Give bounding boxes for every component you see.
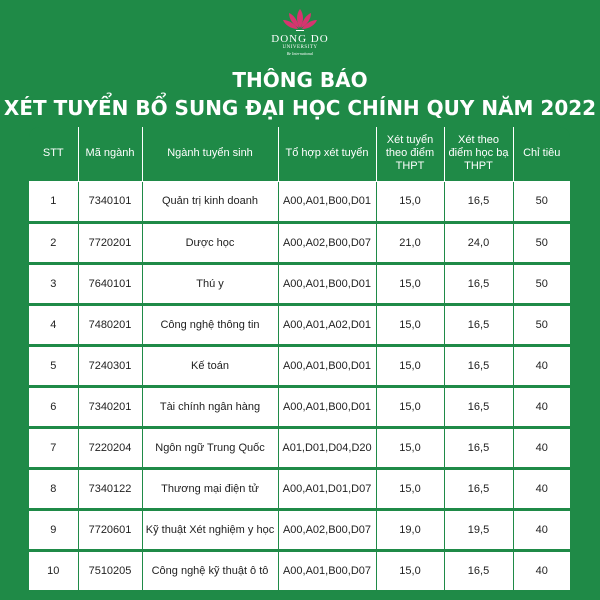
cell-transcript-score: 16,5 <box>444 263 513 304</box>
cell-code: 7340201 <box>78 386 142 427</box>
cell-major: Thú y <box>142 263 278 304</box>
cell-quota: 40 <box>513 509 570 550</box>
cell-combination: A00,A01,B00,D01 <box>278 263 376 304</box>
cell-transcript-score: 16,5 <box>444 181 513 222</box>
table-row <box>29 263 570 304</box>
cell-stt: 5 <box>29 345 78 386</box>
university-logo <box>0 8 600 56</box>
column-header-major: Ngành tuyển sinh <box>142 127 278 181</box>
cell-combination: A00,A01,D01,D07 <box>278 468 376 509</box>
cell-stt: 9 <box>29 509 78 550</box>
cell-combination: A00,A02,B00,D07 <box>278 509 376 550</box>
cell-code: 7640101 <box>78 263 142 304</box>
notice-subtitle: XÉT TUYỂN BỔ SUNG ĐẠI HỌC CHÍNH QUY NĂM 2022 <box>3 96 597 120</box>
table-row <box>29 222 570 263</box>
cell-stt: 4 <box>29 304 78 345</box>
cell-stt: 10 <box>29 550 78 591</box>
cell-quota: 50 <box>513 181 570 222</box>
cell-combination: A00,A01,B00,D01 <box>278 386 376 427</box>
cell-quota: 40 <box>513 386 570 427</box>
table-row <box>29 304 570 345</box>
lotus-icon <box>281 8 319 32</box>
cell-transcript-score: 24,0 <box>444 222 513 263</box>
cell-combination: A00,A01,B00,D01 <box>278 345 376 386</box>
cell-quota: 50 <box>513 304 570 345</box>
cell-code: 7340101 <box>78 181 142 222</box>
cell-thpt-score: 15,0 <box>376 386 444 427</box>
column-header-stt: STT <box>29 127 78 181</box>
cell-thpt-score: 15,0 <box>376 468 444 509</box>
cell-transcript-score: 16,5 <box>444 304 513 345</box>
cell-quota: 40 <box>513 468 570 509</box>
logo-subtitle: UNIVERSITY <box>282 45 318 50</box>
column-header-thpt-score: Xét tuyển theo điểm THPT <box>376 127 444 181</box>
cell-transcript-score: 16,5 <box>444 550 513 591</box>
cell-major: Quản trị kinh doanh <box>142 181 278 222</box>
admission-table <box>29 127 570 593</box>
cell-code: 7340122 <box>78 468 142 509</box>
cell-transcript-score: 16,5 <box>444 427 513 468</box>
table-row <box>29 345 570 386</box>
cell-stt: 7 <box>29 427 78 468</box>
cell-combination: A00,A01,A02,D01 <box>278 304 376 345</box>
cell-major: Công nghệ thông tin <box>142 304 278 345</box>
cell-major: Kế toán <box>142 345 278 386</box>
admission-table-container <box>29 127 570 600</box>
table-row <box>29 386 570 427</box>
cell-thpt-score: 15,0 <box>376 304 444 345</box>
cell-code: 7510205 <box>78 550 142 591</box>
cell-code: 7720201 <box>78 222 142 263</box>
cell-quota: 40 <box>513 427 570 468</box>
cell-stt: 8 <box>29 468 78 509</box>
cell-code: 7480201 <box>78 304 142 345</box>
cell-stt: 1 <box>29 181 78 222</box>
cell-major: Kỹ thuật Xét nghiệm y học <box>142 509 278 550</box>
cell-quota: 40 <box>513 345 570 386</box>
cell-transcript-score: 19,5 <box>444 509 513 550</box>
cell-transcript-score: 16,5 <box>444 468 513 509</box>
table-row <box>29 509 570 550</box>
cell-major: Tài chính ngân hàng <box>142 386 278 427</box>
cell-combination: A00,A01,B00,D01 <box>278 181 376 222</box>
cell-major: Dược học <box>142 222 278 263</box>
column-header-combination: Tổ hợp xét tuyển <box>278 127 376 181</box>
logo-name: DONG DO <box>271 33 329 45</box>
table-row <box>29 468 570 509</box>
cell-stt: 6 <box>29 386 78 427</box>
table-row <box>29 427 570 468</box>
cell-code: 7220204 <box>78 427 142 468</box>
cell-thpt-score: 21,0 <box>376 222 444 263</box>
cell-quota: 50 <box>513 222 570 263</box>
cell-major: Thương mại điện tử <box>142 468 278 509</box>
cell-stt: 2 <box>29 222 78 263</box>
column-header-code: Mã ngành <box>78 127 142 181</box>
cell-transcript-score: 16,5 <box>444 345 513 386</box>
cell-stt: 3 <box>29 263 78 304</box>
logo-tagline: Be International <box>286 51 314 56</box>
cell-major: Công nghệ kỹ thuật ô tô <box>142 550 278 591</box>
cell-quota: 40 <box>513 550 570 591</box>
cell-combination: A00,A02,B00,D07 <box>278 222 376 263</box>
table-header-row <box>29 127 570 181</box>
cell-transcript-score: 16,5 <box>444 386 513 427</box>
cell-major: Ngôn ngữ Trung Quốc <box>142 427 278 468</box>
cell-thpt-score: 15,0 <box>376 427 444 468</box>
cell-combination: A00,A01,B00,D07 <box>278 550 376 591</box>
cell-thpt-score: 15,0 <box>376 550 444 591</box>
table-row <box>29 181 570 222</box>
cell-thpt-score: 15,0 <box>376 181 444 222</box>
cell-thpt-score: 19,0 <box>376 509 444 550</box>
notice-title: THÔNG BÁO <box>232 68 368 92</box>
column-header-transcript-score: Xét theo điểm học bạ THPT <box>444 127 513 181</box>
table-row <box>29 550 570 591</box>
cell-quota: 50 <box>513 263 570 304</box>
cell-code: 7720601 <box>78 509 142 550</box>
cell-combination: A01,D01,D04,D20 <box>278 427 376 468</box>
column-header-quota: Chỉ tiêu <box>513 127 570 181</box>
cell-thpt-score: 15,0 <box>376 263 444 304</box>
cell-thpt-score: 15,0 <box>376 345 444 386</box>
cell-code: 7240301 <box>78 345 142 386</box>
